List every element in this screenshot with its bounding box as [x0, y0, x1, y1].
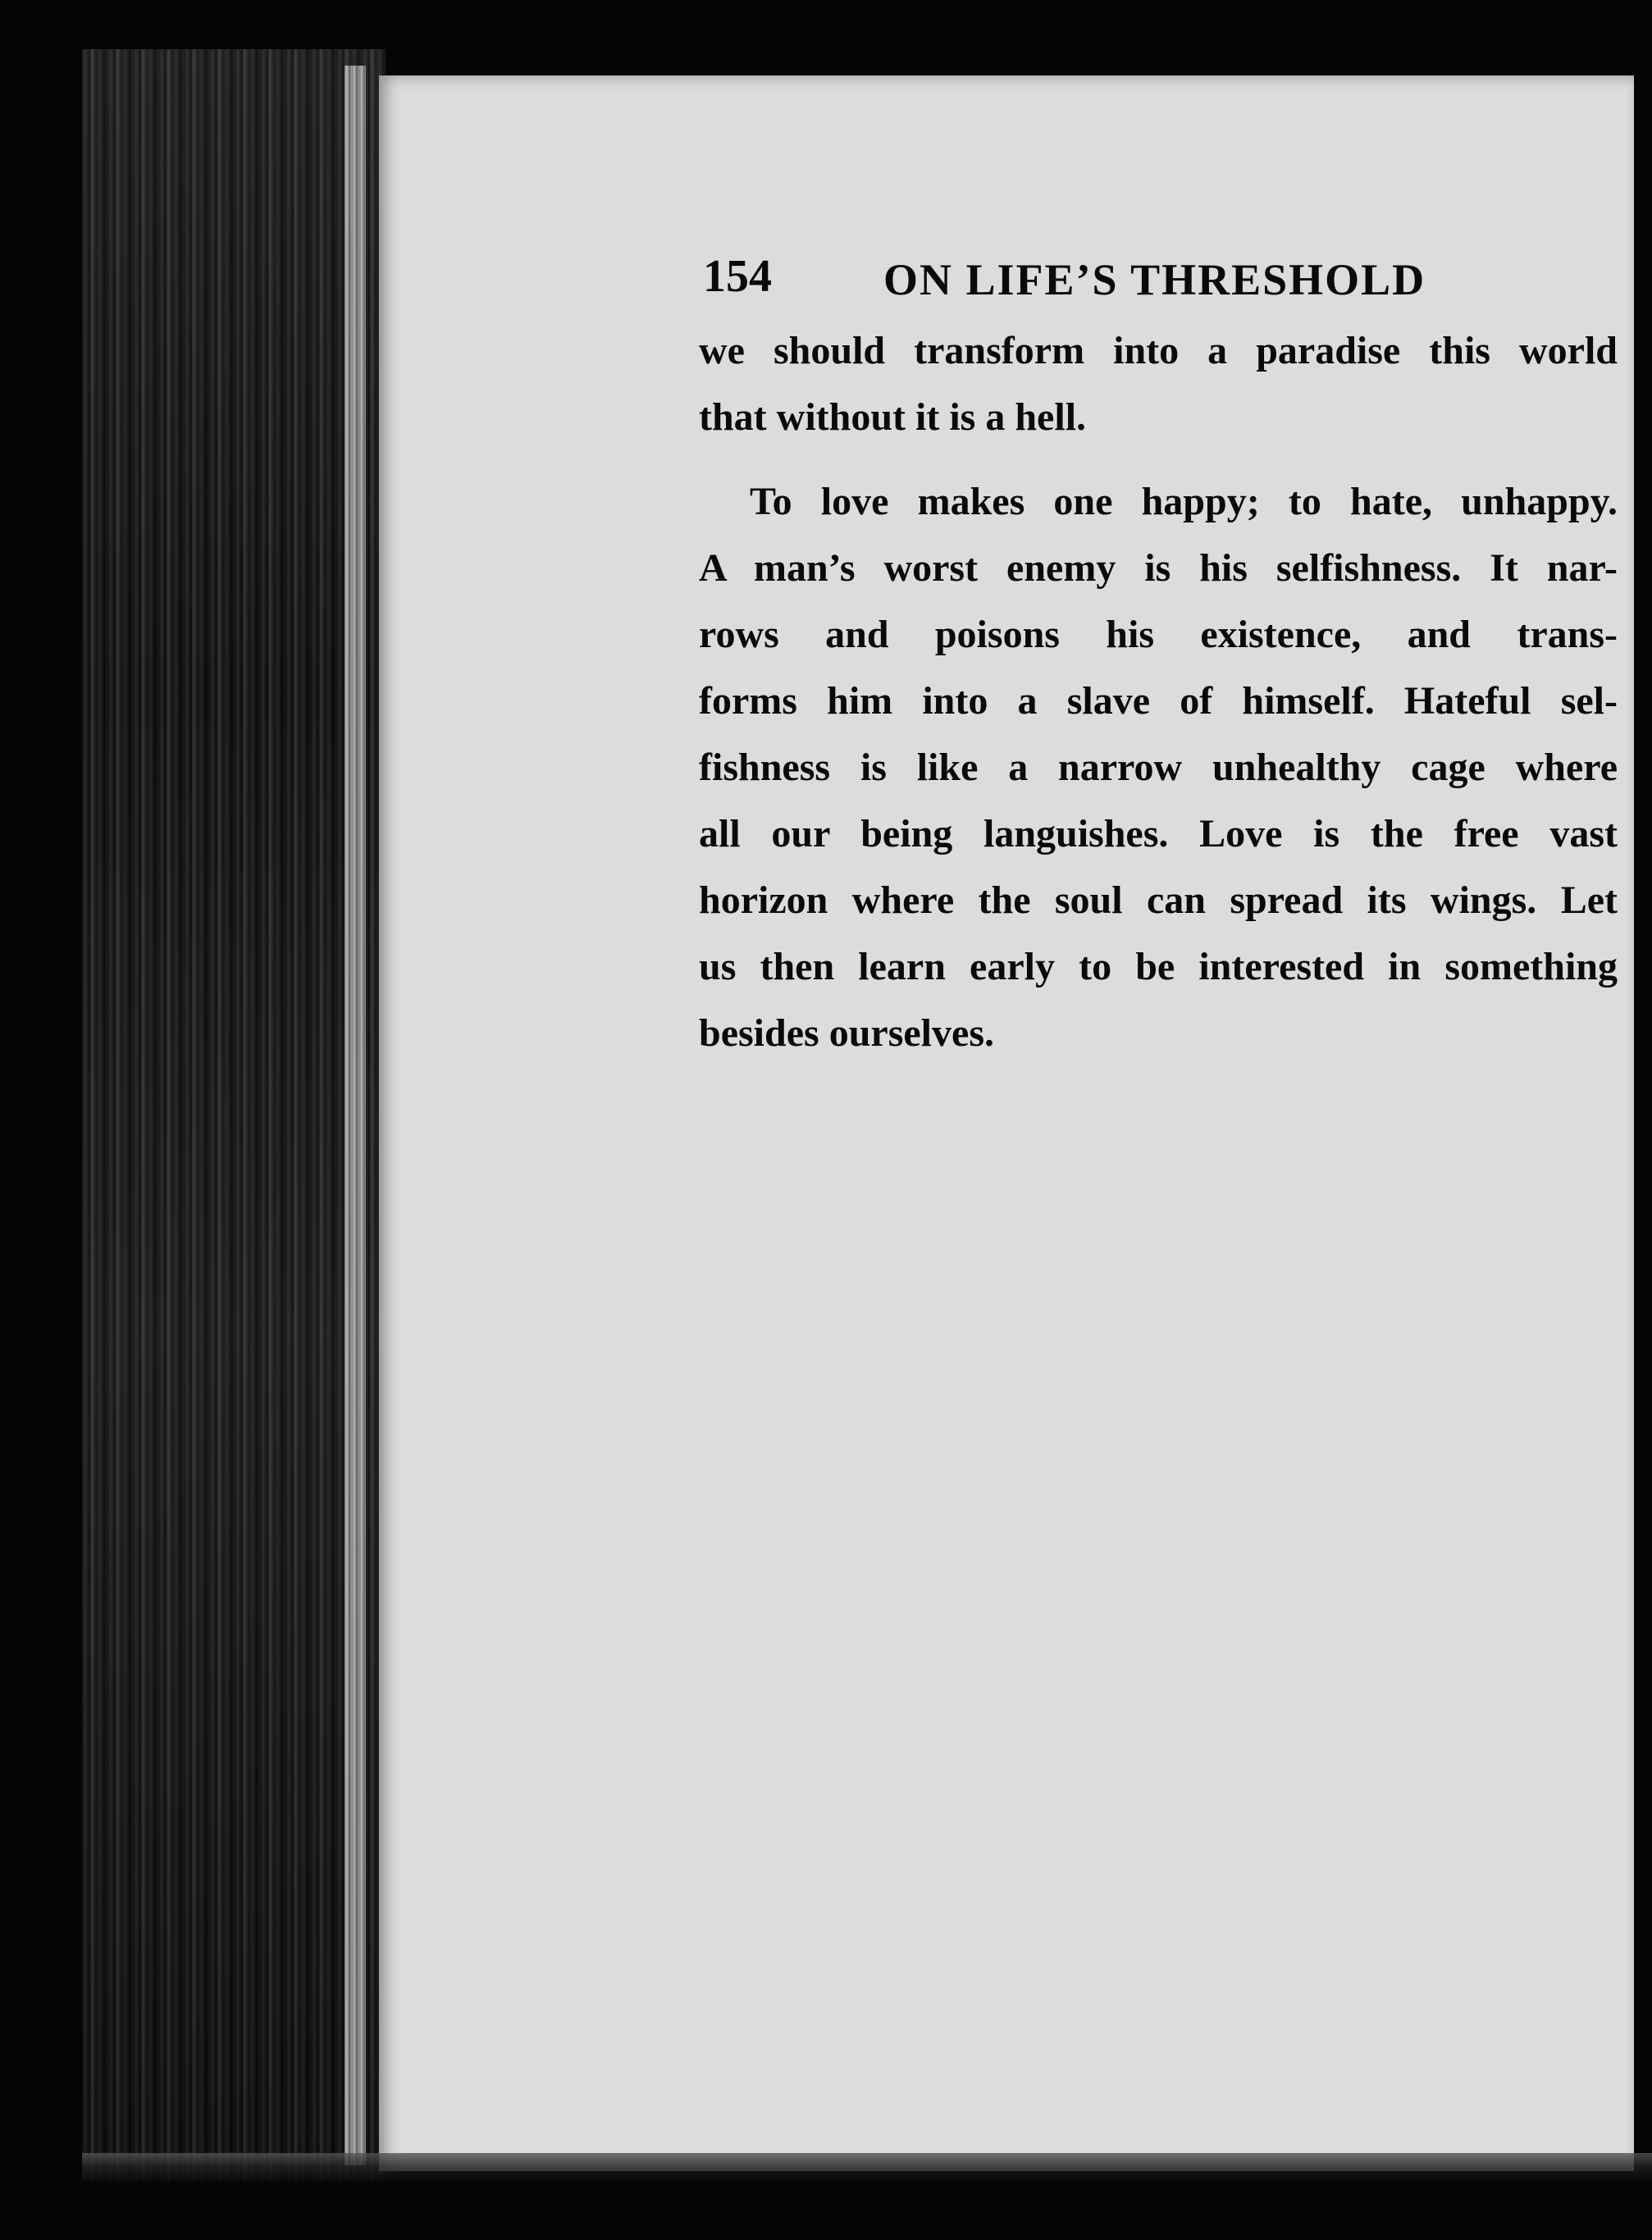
text-line: besides ourselves. [699, 1011, 994, 1055]
text-line: rows and poisons his existence, and trans- [699, 613, 1618, 656]
text-line: fishness is like a narrow unhealthy cage where [699, 746, 1618, 789]
page-edge-highlight [345, 66, 366, 2165]
text-line: us then learn early to be interested in something [699, 945, 1618, 988]
text-line: forms him into a slave of himself. Hateful sel- [699, 679, 1618, 723]
running-head [703, 244, 1646, 317]
text-line: To love makes one happy; to hate, unhappy. [750, 480, 1618, 523]
book-title: ON LIFE’S THRESHOLD [883, 255, 1426, 304]
body-text [699, 317, 1618, 1066]
text-line: horizon where the soul can spread its wings. Let [699, 878, 1618, 922]
text-line: all our being languishes. Love is the free vast [699, 812, 1618, 855]
book-page [379, 75, 1634, 2171]
text-line: that without it is a hell. [699, 395, 1087, 439]
text-line: A man’s worst enemy is his selfishness. It nar- [699, 546, 1618, 590]
book-page-edges [82, 49, 386, 2182]
scan-bottom-edge [82, 2153, 1652, 2186]
paragraph-gap [699, 450, 1618, 468]
page-number: 154 [703, 251, 772, 302]
text-line: we should transform into a paradise this world [699, 329, 1618, 372]
